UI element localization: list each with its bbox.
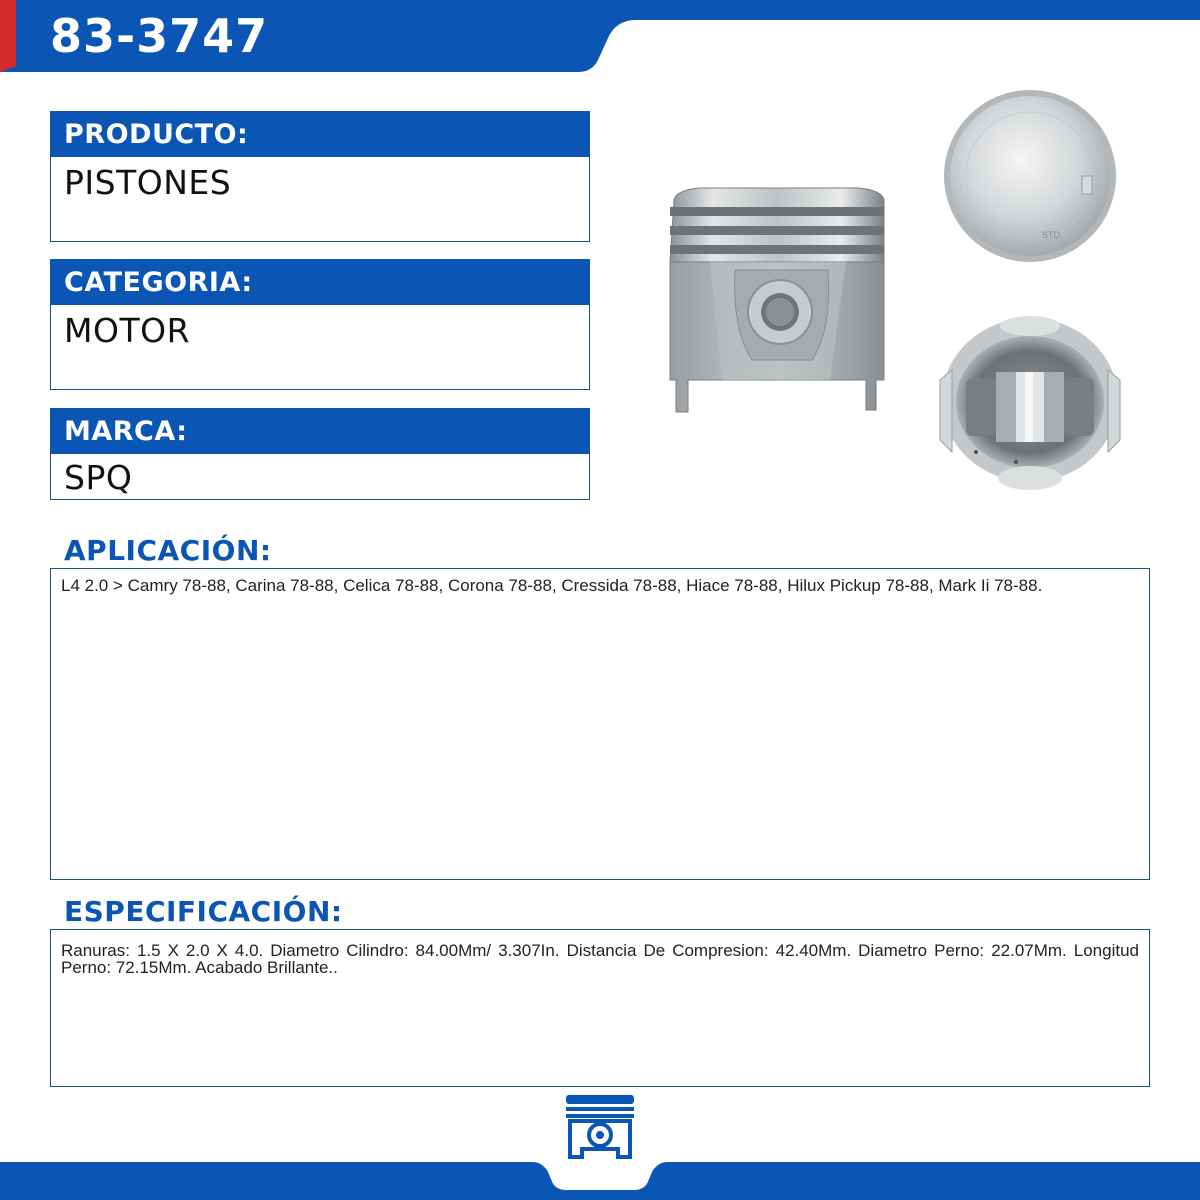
aplicacion-text: L4 2.0 > Camry 78-88, Carina 78-88, Celica 78-88, Corona 78-88, Cressida 78-88, Hiace 78-88, Hilux Pickup 78-88, Mark Ii 78-88. (50, 568, 1150, 880)
producto-block (50, 111, 590, 242)
motor-label: MOTOR (571, 1162, 629, 1180)
product-photo (640, 80, 1140, 500)
crown-marking: STD (1042, 230, 1060, 240)
categoria-value: MOTOR (50, 305, 590, 390)
marca-value: SPQ (50, 454, 590, 500)
producto-label: PRODUCTO: (50, 111, 590, 157)
especificacion-text: Ranuras: 1.5 X 2.0 X 4.0. Diametro Cilindro: 84.00Mm/ 3.307In. Distancia De Compresion: 42.40Mm. Diametro Perno: 22.07Mm. Longitud Perno: 72.15Mm. Acabado Brillante.. (50, 929, 1150, 1087)
marca-label: MARCA: (50, 408, 590, 454)
categoria-label: CATEGORIA: (50, 259, 590, 305)
piston-underside-view (940, 316, 1120, 490)
piston-side-view (670, 188, 884, 412)
piston-crown-view (944, 90, 1116, 262)
especificacion-title: ESPECIFICACIÓN: (64, 895, 343, 928)
producto-value: PISTONES (50, 157, 590, 242)
aplicacion-title: APLICACIÓN: (64, 534, 272, 567)
marca-block (50, 408, 590, 500)
categoria-block (50, 259, 590, 390)
part-number: 83-3747 (50, 9, 269, 63)
piston-engine-icon (562, 1091, 638, 1161)
